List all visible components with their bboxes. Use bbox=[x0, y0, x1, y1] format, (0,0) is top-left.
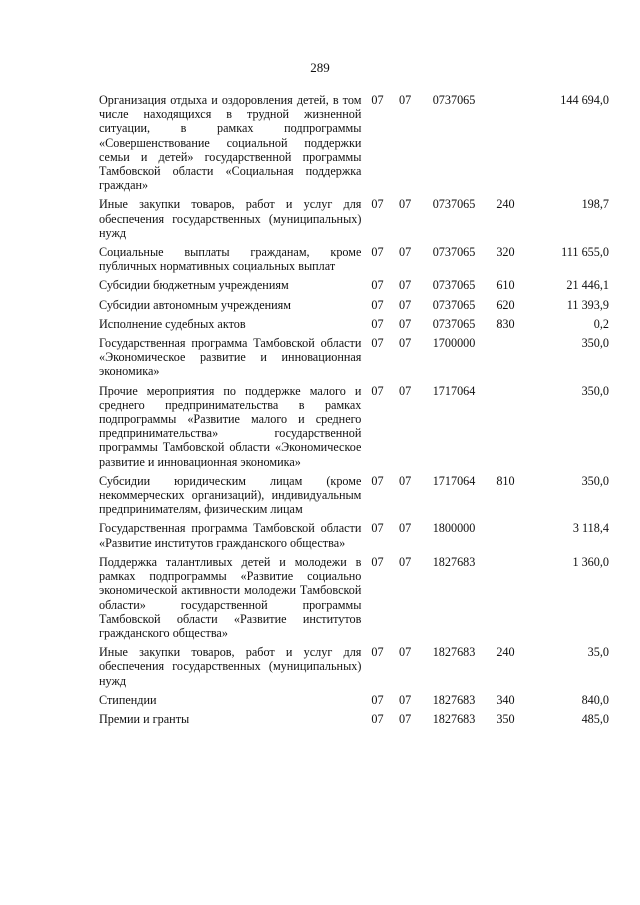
row-section-code: 07 bbox=[371, 245, 384, 260]
row-section-code: 07 bbox=[371, 383, 384, 398]
row-name: Прочие мероприятия по поддержке малого и среднего предпринимательства в рамках подпрограммы «Развитие малого и среднего предпринимательства» государственной программы Тамбовской области «Экономическое развитие и инновационная экономика» bbox=[99, 383, 362, 469]
row-name: Субсидии юридическим лицам (кроме некоммерческих организаций), индивидуальным предпринимателям, физическим лицам bbox=[99, 473, 362, 517]
row-section-code: 07 bbox=[371, 278, 384, 293]
row-name: Исполнение судебных актов bbox=[99, 316, 246, 331]
row-subsection-code: 07 bbox=[399, 297, 412, 312]
row-name: Стипендии bbox=[99, 692, 157, 707]
row-expense-type-code: 240 bbox=[496, 645, 515, 660]
row-section-code: 07 bbox=[371, 473, 384, 488]
row-section-code: 07 bbox=[371, 93, 384, 107]
table-row bbox=[99, 298, 609, 312]
row-target-article-code: 0737065 bbox=[432, 197, 476, 212]
row-section-code: 07 bbox=[371, 297, 384, 312]
row-section-code: 07 bbox=[371, 692, 384, 707]
row-subsection-code: 07 bbox=[399, 383, 412, 398]
row-name: Иные закупки товаров, работ и услуг для обеспечения государственных (муниципальных) нужд bbox=[99, 197, 362, 240]
row-expense-type-code: 830 bbox=[496, 316, 515, 331]
row-amount: 3 118,4 bbox=[572, 521, 609, 536]
row-expense-type-code: 810 bbox=[496, 473, 515, 488]
row-subsection-code: 07 bbox=[399, 711, 412, 726]
row-amount: 21 446,1 bbox=[566, 278, 609, 293]
row-section-code: 07 bbox=[371, 316, 384, 331]
row-name: Организация отдыха и оздоровления детей, в том числе находящихся в трудной жизненной ситуации, в рамках подпрограммы «Совершенствование социальной поддержки семьи и детей» государственной программы Тамбовской области «Социальная поддержка граждан» bbox=[99, 93, 362, 193]
row-target-article-code: 1827683 bbox=[432, 554, 476, 569]
row-expense-type-code bbox=[496, 384, 533, 469]
row-amount: 350,0 bbox=[581, 473, 609, 488]
row-expense-type-code: 350 bbox=[496, 711, 515, 726]
table-row bbox=[99, 645, 609, 688]
table-row bbox=[99, 384, 609, 469]
budget-table-body bbox=[99, 93, 609, 726]
table-row bbox=[99, 555, 609, 640]
table-row bbox=[99, 197, 609, 240]
row-target-article-code: 1800000 bbox=[432, 521, 476, 536]
row-target-article-code: 1827683 bbox=[432, 711, 476, 726]
table-row bbox=[99, 336, 609, 379]
row-expense-type-code: 320 bbox=[496, 245, 515, 260]
row-section-code: 07 bbox=[371, 711, 384, 726]
row-amount: 144 694,0 bbox=[560, 93, 609, 107]
row-expense-type-code: 610 bbox=[496, 278, 515, 293]
row-amount: 350,0 bbox=[581, 336, 609, 351]
row-amount: 11 393,9 bbox=[566, 297, 609, 312]
row-amount: 1 360,0 bbox=[572, 554, 609, 569]
row-subsection-code: 07 bbox=[399, 197, 412, 212]
row-name: Государственная программа Тамбовской области «Развитие институтов гражданского общества» bbox=[99, 521, 362, 550]
row-section-code: 07 bbox=[371, 336, 384, 351]
row-expense-type-code: 620 bbox=[496, 297, 515, 312]
row-target-article-code: 1827683 bbox=[432, 692, 476, 707]
row-name: Иные закупки товаров, работ и услуг для обеспечения государственных (муниципальных) нужд bbox=[99, 645, 362, 688]
row-name: Субсидии бюджетным учреждениям bbox=[99, 278, 289, 293]
row-section-code: 07 bbox=[371, 645, 384, 660]
row-target-article-code: 1700000 bbox=[432, 336, 476, 351]
row-target-article-code: 1827683 bbox=[432, 645, 476, 660]
table-row bbox=[99, 278, 609, 292]
row-subsection-code: 07 bbox=[399, 316, 412, 331]
row-section-code: 07 bbox=[371, 521, 384, 536]
row-subsection-code: 07 bbox=[399, 692, 412, 707]
row-name: Государственная программа Тамбовской области «Экономическое развитие и инновационная экономика» bbox=[99, 336, 362, 379]
row-amount: 840,0 bbox=[581, 692, 609, 707]
row-name: Премии и гранты bbox=[99, 711, 190, 726]
row-target-article-code: 0737065 bbox=[432, 316, 476, 331]
table-row bbox=[99, 317, 609, 331]
row-amount: 111 655,0 bbox=[561, 245, 609, 260]
page-number: 289 bbox=[310, 60, 330, 75]
row-subsection-code: 07 bbox=[399, 93, 412, 107]
row-expense-type-code: 340 bbox=[496, 692, 515, 707]
row-amount: 198,7 bbox=[581, 197, 609, 212]
row-target-article-code: 0737065 bbox=[432, 93, 476, 107]
row-target-article-code: 0737065 bbox=[432, 278, 476, 293]
row-target-article-code: 1717064 bbox=[432, 473, 476, 488]
row-expense-type-code bbox=[496, 521, 533, 549]
row-amount: 350,0 bbox=[581, 383, 609, 398]
row-name: Субсидии автономным учреждениям bbox=[99, 297, 291, 312]
row-amount: 35,0 bbox=[587, 645, 609, 660]
row-subsection-code: 07 bbox=[399, 554, 412, 569]
row-expense-type-code: 240 bbox=[496, 197, 515, 212]
row-subsection-code: 07 bbox=[399, 336, 412, 351]
table-row bbox=[99, 93, 609, 192]
row-expense-type-code bbox=[496, 93, 533, 192]
row-target-article-code: 0737065 bbox=[432, 245, 476, 260]
row-subsection-code: 07 bbox=[399, 245, 412, 260]
table-row bbox=[99, 245, 609, 273]
row-target-article-code: 1717064 bbox=[432, 383, 476, 398]
row-target-article-code: 0737065 bbox=[432, 297, 476, 312]
table-row bbox=[99, 474, 609, 517]
row-section-code: 07 bbox=[371, 197, 384, 212]
row-expense-type-code bbox=[496, 336, 533, 379]
row-subsection-code: 07 bbox=[399, 645, 412, 660]
budget-table bbox=[99, 93, 609, 726]
row-amount: 485,0 bbox=[581, 711, 609, 726]
row-subsection-code: 07 bbox=[399, 473, 412, 488]
table-row bbox=[99, 521, 609, 549]
row-subsection-code: 07 bbox=[399, 278, 412, 293]
row-name: Социальные выплаты гражданам, кроме публичных нормативных социальных выплат bbox=[99, 245, 362, 274]
row-name: Поддержка талантливых детей и молодежи в рамках подпрограммы «Развитие социально экономической активности молодежи Тамбовской области» государственной программы Тамбовской области «Развитие институтов гражданского общества» bbox=[99, 554, 362, 640]
row-subsection-code: 07 bbox=[399, 521, 412, 536]
row-section-code: 07 bbox=[371, 554, 384, 569]
row-amount: 0,2 bbox=[593, 316, 609, 331]
row-expense-type-code bbox=[496, 555, 533, 640]
table-row bbox=[99, 712, 609, 726]
table-row bbox=[99, 693, 609, 707]
